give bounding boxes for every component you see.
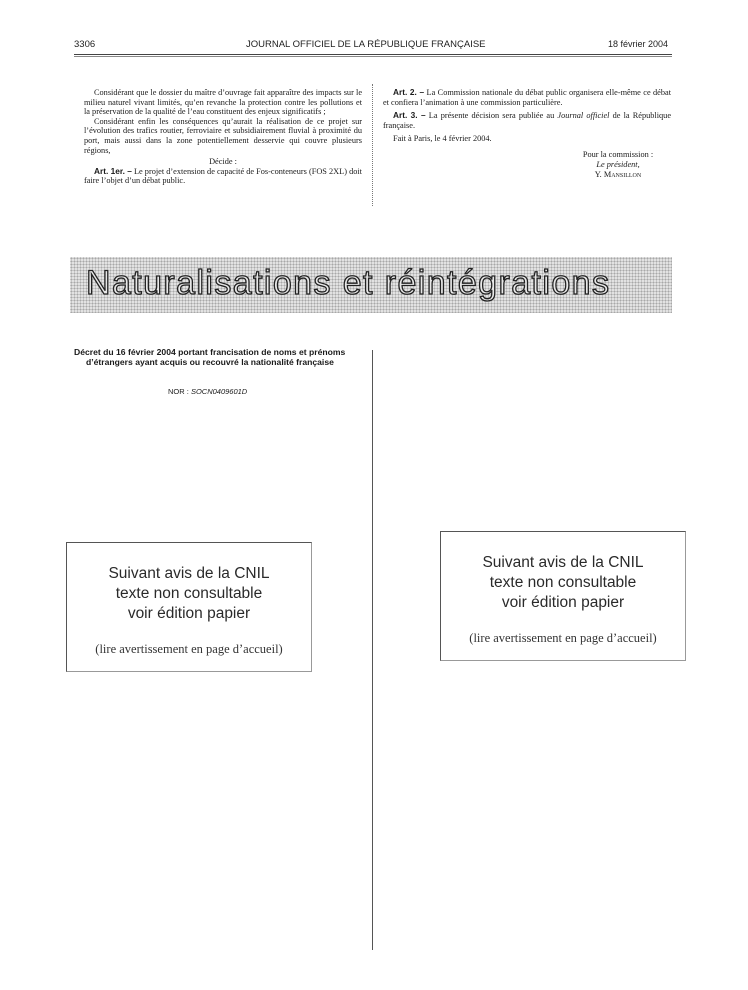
signature-for: Pour la commission :	[582, 149, 654, 159]
section-banner	[70, 257, 672, 313]
article-3-text-end: de la République française.	[383, 111, 672, 130]
section-title: Naturalisations et réintégrations	[86, 264, 611, 302]
signature-block	[553, 150, 683, 180]
article-1-text: Le projet d’extension de capacité de Fos-conteneurs (FOS 2XL) doit faire l’objet d’un débat public.	[84, 166, 362, 186]
cnil-right-line-3: voir édition papier	[501, 594, 625, 611]
issue-date: 18 février 2004	[608, 39, 669, 49]
article-3	[383, 111, 671, 130]
cnil-left-line-1: Suivant avis de la CNIL	[108, 565, 270, 582]
cnil-notice-right	[440, 531, 686, 661]
cnil-notice-left	[66, 542, 312, 672]
header-rule	[74, 54, 672, 57]
article-2-label: Art. 2. –	[393, 87, 425, 97]
article-1	[84, 167, 362, 186]
article-3-text: La présente décision sera publiée au	[428, 111, 555, 121]
decide-heading: Décide :	[209, 157, 237, 167]
nor-reference	[168, 387, 247, 396]
journal-title: JOURNAL OFFICIEL DE LA RÉPUBLIQUE FRANÇAISE	[246, 39, 486, 50]
column-divider-top	[372, 84, 373, 206]
article-2-text: La Commission nationale du débat public organisera elle-même ce débat et confiera l’animation à une commission particulière.	[383, 88, 671, 107]
decret-title: Décret du 16 février 2004 portant francisation de noms et prénoms d’étrangers ayant acquis ou recouvré la nationalité française	[74, 347, 346, 367]
cnil-right-note: (lire avertissement en page d’accueil)	[469, 631, 657, 645]
journal-officiel-italic: Journal officiel	[557, 111, 610, 121]
article-2	[383, 88, 671, 107]
article-3-label: Art. 3. –	[393, 110, 426, 121]
cnil-right-line-2: texte non consultable	[489, 574, 637, 591]
article-1-label: Art. 1er. –	[94, 165, 132, 176]
signature-role: Le président,	[596, 159, 640, 169]
considerant-para-2: Considérant enfin les conséquences qu’aurait la réalisation de ce projet sur l’évolution des trafics routier, ferroviaire et subsidiairement fluvial à proximité du port, mais aussi dans la zone potentiellement desservie qui couvre plusieurs régions,	[84, 116, 362, 155]
page-number: 3306	[74, 39, 96, 50]
fait-a-paris: Fait à Paris, le 4 février 2004.	[393, 134, 492, 144]
cnil-left-note: (lire avertissement en page d’accueil)	[95, 642, 283, 656]
nor-label: NOR :	[168, 387, 189, 396]
cnil-left-line-3: voir édition papier	[127, 605, 251, 622]
cnil-right-line-1: Suivant avis de la CNIL	[482, 554, 644, 571]
column-divider-main	[372, 350, 373, 950]
signature-name: Y. Mansillon	[594, 169, 642, 179]
considerant-para-1: Considérant que le dossier du maître d’ouvrage fait apparaître des impacts sur le milieu naturel vivant limités, qu’en revanche la protection contre les pollutions et la préservation de la qualité de l’eau constituent des enjeux significatifs ;	[84, 88, 362, 117]
cnil-left-line-2: texte non consultable	[115, 585, 263, 602]
right-column	[383, 88, 671, 180]
nor-code: SOCN0409601D	[190, 387, 248, 396]
left-column	[84, 88, 362, 186]
